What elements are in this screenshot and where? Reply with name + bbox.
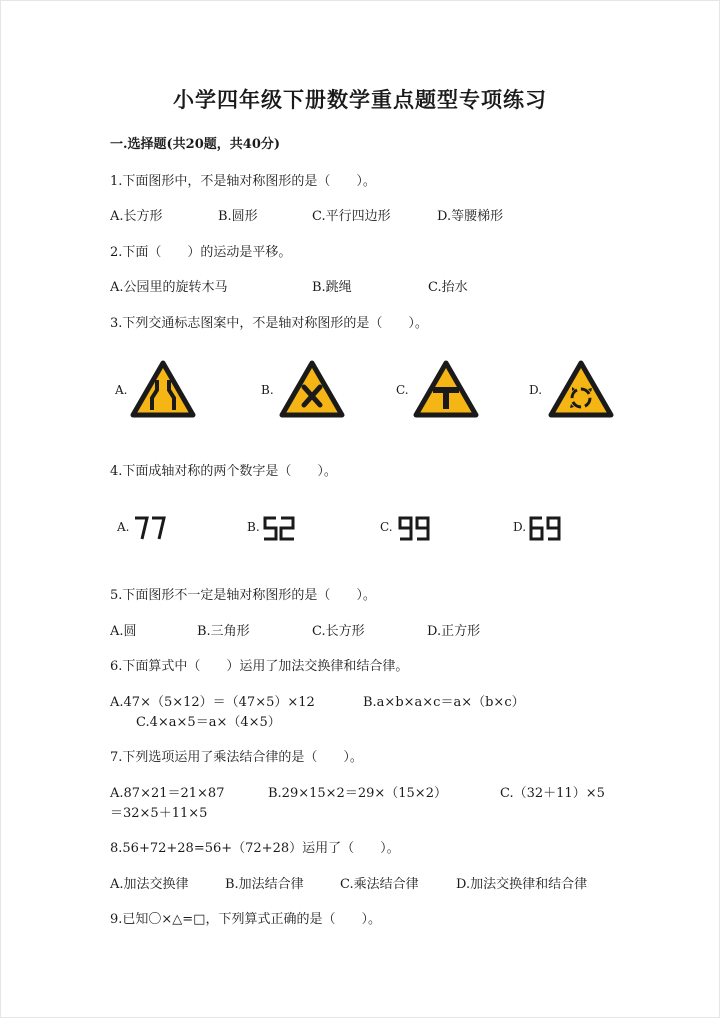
q2-option-b[interactable]: B.跳绳 [312,280,352,295]
question-2-stem: 2.下面（ ）的运动是平移。 [110,245,292,260]
question-7-stem: 7.下列选项运用了乘法结合律的是（ ）。 [110,750,363,765]
q7-option-c-continued: ＝32×5＋11×5 [110,806,208,821]
digits-99 [397,515,431,541]
question-3-stem: 3.下列交通标志图案中，不是轴对称图形的是（ ）。 [110,316,428,331]
q1-option-a[interactable]: A.长方形 [110,209,163,224]
q3-option-a[interactable]: A. [115,383,128,397]
q6-option-c[interactable]: C.4×a×5＝a×（4×5） [136,715,281,730]
question-8-stem: 8.56+72+28=56+（72+28）运用了（ ）。 [110,841,400,856]
q3-option-b[interactable]: B. [261,383,274,397]
q2-option-a[interactable]: A.公园里的旋转木马 [110,280,228,295]
q2-option-c[interactable]: C.抬水 [428,280,468,295]
t-junction-icon [413,360,479,418]
q3-option-c[interactable]: C. [396,383,409,397]
question-4-stem: 4.下面成轴对称的两个数字是（ ）。 [110,464,337,479]
road-narrows-icon [130,360,196,418]
q6-option-b[interactable]: B.a×b×a×c＝a×（b×c） [363,695,525,710]
section-heading: 一.选择题(共20题，共40分) [110,137,281,152]
q5-option-c[interactable]: C.长方形 [312,624,365,639]
q1-option-d[interactable]: D.等腰梯形 [437,209,504,224]
q7-option-a[interactable]: A.87×21＝21×87 [110,786,225,801]
roundabout-icon [548,360,614,418]
q8-option-a[interactable]: A.加法交换律 [110,877,189,892]
q3-option-d[interactable]: D. [529,383,543,397]
digits-69 [528,515,562,541]
q4-option-a[interactable]: A. [117,520,130,534]
q8-option-d[interactable]: D.加法交换律和结合律 [456,877,588,892]
page-title: 小学四年级下册数学重点题型专项练习 [173,87,547,112]
q6-option-a[interactable]: A.47×（5×12）＝（47×5）×12 [110,695,315,710]
q7-option-b[interactable]: B.29×15×2＝29×（15×2） [268,786,447,801]
question-1-stem: 1.下面图形中，不是轴对称图形的是（ ）。 [110,174,376,189]
digits-77 [133,515,167,541]
q1-option-b[interactable]: B.圆形 [218,209,258,224]
digits-52 [262,515,296,541]
question-9-stem: 9.已知〇×△=□，下列算式正确的是（ ）。 [110,912,381,927]
q7-option-c[interactable]: C.（32＋11）×5 [500,786,605,801]
q1-option-c[interactable]: C.平行四边形 [312,209,391,224]
question-5-stem: 5.下面图形不一定是轴对称图形的是（ ）。 [110,588,376,603]
q4-option-c[interactable]: C. [380,520,393,534]
q4-option-b[interactable]: B. [247,520,260,534]
q8-option-b[interactable]: B.加法结合律 [225,877,304,892]
q5-option-d[interactable]: D.正方形 [427,624,481,639]
q8-option-c[interactable]: C.乘法结合律 [340,877,419,892]
q4-option-d[interactable]: D. [513,520,527,534]
question-6-stem: 6.下面算式中（ ）运用了加法交换律和结合律。 [110,659,409,674]
crossroad-x-icon [279,360,345,418]
q5-option-b[interactable]: B.三角形 [197,624,250,639]
q5-option-a[interactable]: A.圆 [110,624,137,639]
